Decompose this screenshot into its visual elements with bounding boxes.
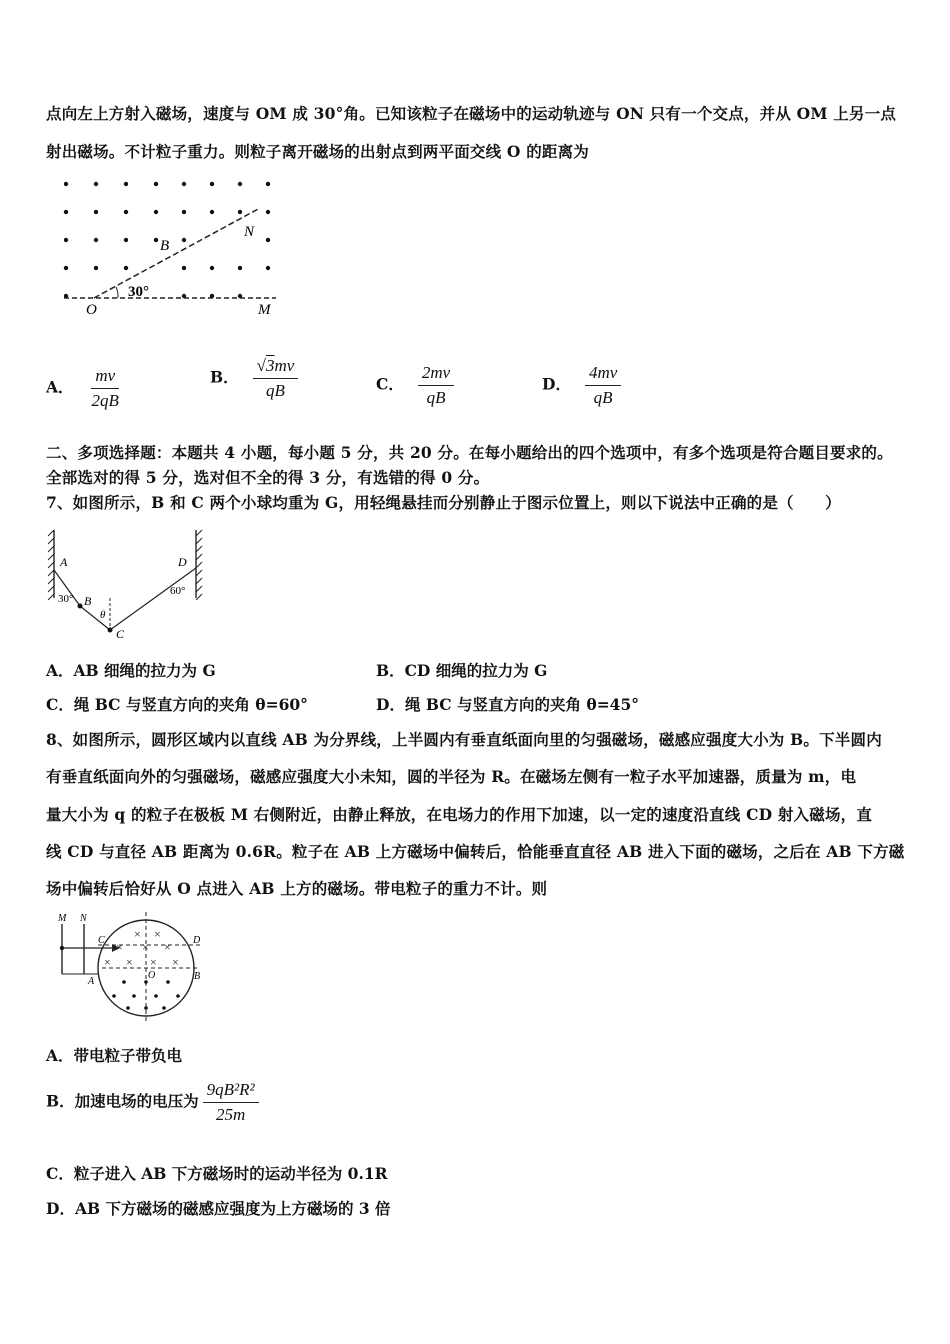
option-key: D．: [542, 374, 571, 394]
q8-stem-line-4: 线 CD 与直径 AB 距离为 0.6R。粒子在 AB 上方磁场中偏转后，恰能垂直直径 AB 进入下面的磁场，之后在 AB 下方磁: [46, 842, 905, 861]
q6-stem-line-1: 点向左上方射入磁场，速度与 OM 成 30°角。已知该粒子在磁场中的运动轨迹与 ON 只有一个交点，并从 OM 上另一点: [46, 104, 897, 123]
q7-option-a[interactable]: A．AB 细绳的拉力为 G: [46, 661, 216, 680]
svg-text:×: ×: [154, 927, 161, 941]
svg-text:B: B: [194, 971, 201, 982]
fraction: $\frac{mv}{2qB}$: [91, 366, 119, 410]
q6-magnetic-field-figure: [50, 170, 290, 320]
q8-stem-line-5: 场中偏转后恰好从 O 点进入 AB 上方的磁场。带电粒子的重力不计。则: [46, 879, 548, 898]
ball-b: [78, 604, 83, 609]
svg-text:30°: 30°: [58, 593, 74, 605]
svg-text:×: ×: [142, 940, 149, 954]
ball-c: [108, 628, 113, 633]
svg-text:×: ×: [172, 955, 179, 969]
svg-text:A: A: [88, 976, 95, 987]
fraction: $\frac{\text{9qB²R²}}{25m}$: [203, 1080, 259, 1125]
q8-option-c[interactable]: C．粒子进入 AB 下方磁场时的运动半径为 0.1R: [46, 1164, 388, 1183]
option-key: B．: [210, 367, 239, 387]
q8-option-a[interactable]: A．带电粒子带负电: [46, 1046, 183, 1065]
rope-cd: [110, 568, 196, 630]
label-n: N: [244, 224, 255, 240]
q7-rope-figure: [46, 526, 216, 646]
fraction: $\frac{4mv}{qB}$: [585, 363, 621, 408]
option-key: C．: [376, 374, 404, 394]
svg-text:M: M: [58, 913, 67, 924]
label-b: B: [160, 238, 170, 254]
q6-option-d[interactable]: [542, 363, 621, 408]
svg-text:N: N: [80, 913, 87, 924]
q8-option-b[interactable]: [46, 1080, 259, 1125]
cross-marks: [104, 927, 179, 969]
q8-option-d[interactable]: D．AB 下方磁场的磁感应强度为上方磁场的 3 倍: [46, 1199, 391, 1218]
svg-text:C: C: [98, 935, 105, 946]
svg-text:θ: θ: [100, 609, 106, 621]
q6-option-c[interactable]: [376, 363, 454, 408]
svg-text:×: ×: [116, 940, 123, 954]
q8-circle-field-figure: [50, 908, 210, 1026]
svg-text:×: ×: [150, 955, 157, 969]
q8-stem-line-1: 8、如图所示，圆形区域内以直线 AB 为分界线，上半圆内有垂直纸面向里的匀强磁场，磁感应强度大小为 B。下半圆内: [46, 730, 882, 749]
svg-text:B: B: [84, 594, 92, 608]
section-2-header-line-2: 全部选对的得 5 分，选对但不全的得 3 分，有选错的得 0 分。: [46, 468, 490, 487]
svg-text:O: O: [148, 970, 156, 981]
q6-option-a[interactable]: [46, 366, 123, 411]
q6-option-b[interactable]: [210, 356, 298, 401]
svg-text:C: C: [116, 627, 125, 641]
section-2-header-line-1: 二、多项选择题：本题共 4 小题，每小题 5 分，共 20 分。在每小题给出的四个选项中，有多个选项是符合题目要求的。: [46, 443, 893, 462]
label-angle: 30°: [128, 284, 149, 300]
svg-text:×: ×: [126, 955, 133, 969]
svg-text:×: ×: [134, 927, 141, 941]
svg-text:×: ×: [104, 955, 111, 969]
q8-stem-line-3: 量大小为 q 的粒子在极板 M 右侧附近，由静止释放，在电场力的作用下加速，以一定的速度沿直线 CD 射入磁场，直: [46, 805, 873, 824]
option-key: A．: [46, 377, 74, 397]
q7-option-b[interactable]: B．CD 细绳的拉力为 G: [376, 661, 548, 680]
q7-stem: 7、如图所示，B 和 C 两个小球均重为 G，用轻绳悬挂而分别静止于图示位置上，则以下说法中正确的是（ ）: [46, 493, 841, 512]
svg-text:D: D: [193, 935, 201, 946]
q7-option-d[interactable]: D．绳 BC 与竖直方向的夹角 θ=45°: [376, 695, 640, 714]
q7-option-c[interactable]: C．绳 BC 与竖直方向的夹角 θ=60°: [46, 695, 308, 714]
svg-text:A: A: [60, 555, 68, 569]
label-m: M: [258, 302, 271, 318]
option-b-text: B．加速电场的电压为: [46, 1091, 199, 1111]
svg-text:60°: 60°: [170, 585, 186, 597]
rope-bc: [80, 606, 110, 630]
q8-stem-line-2: 有垂直纸面向外的匀强磁场，磁感应强度大小未知，圆的半径为 R。在磁场左侧有一粒子水平加速器，质量为 m，电: [46, 767, 857, 786]
line-on: [94, 208, 260, 298]
svg-text:D: D: [178, 555, 187, 569]
svg-text:×: ×: [164, 940, 171, 954]
fraction: $\frac{√3mv}{qB}$: [253, 356, 299, 401]
q6-stem-line-2: 射出磁场。不计粒子重力。则粒子离开磁场的出射点到两平面交线 O 的距离为: [46, 142, 589, 161]
label-o: O: [86, 302, 97, 318]
fraction: $\frac{2mv}{qB}$: [418, 363, 454, 408]
